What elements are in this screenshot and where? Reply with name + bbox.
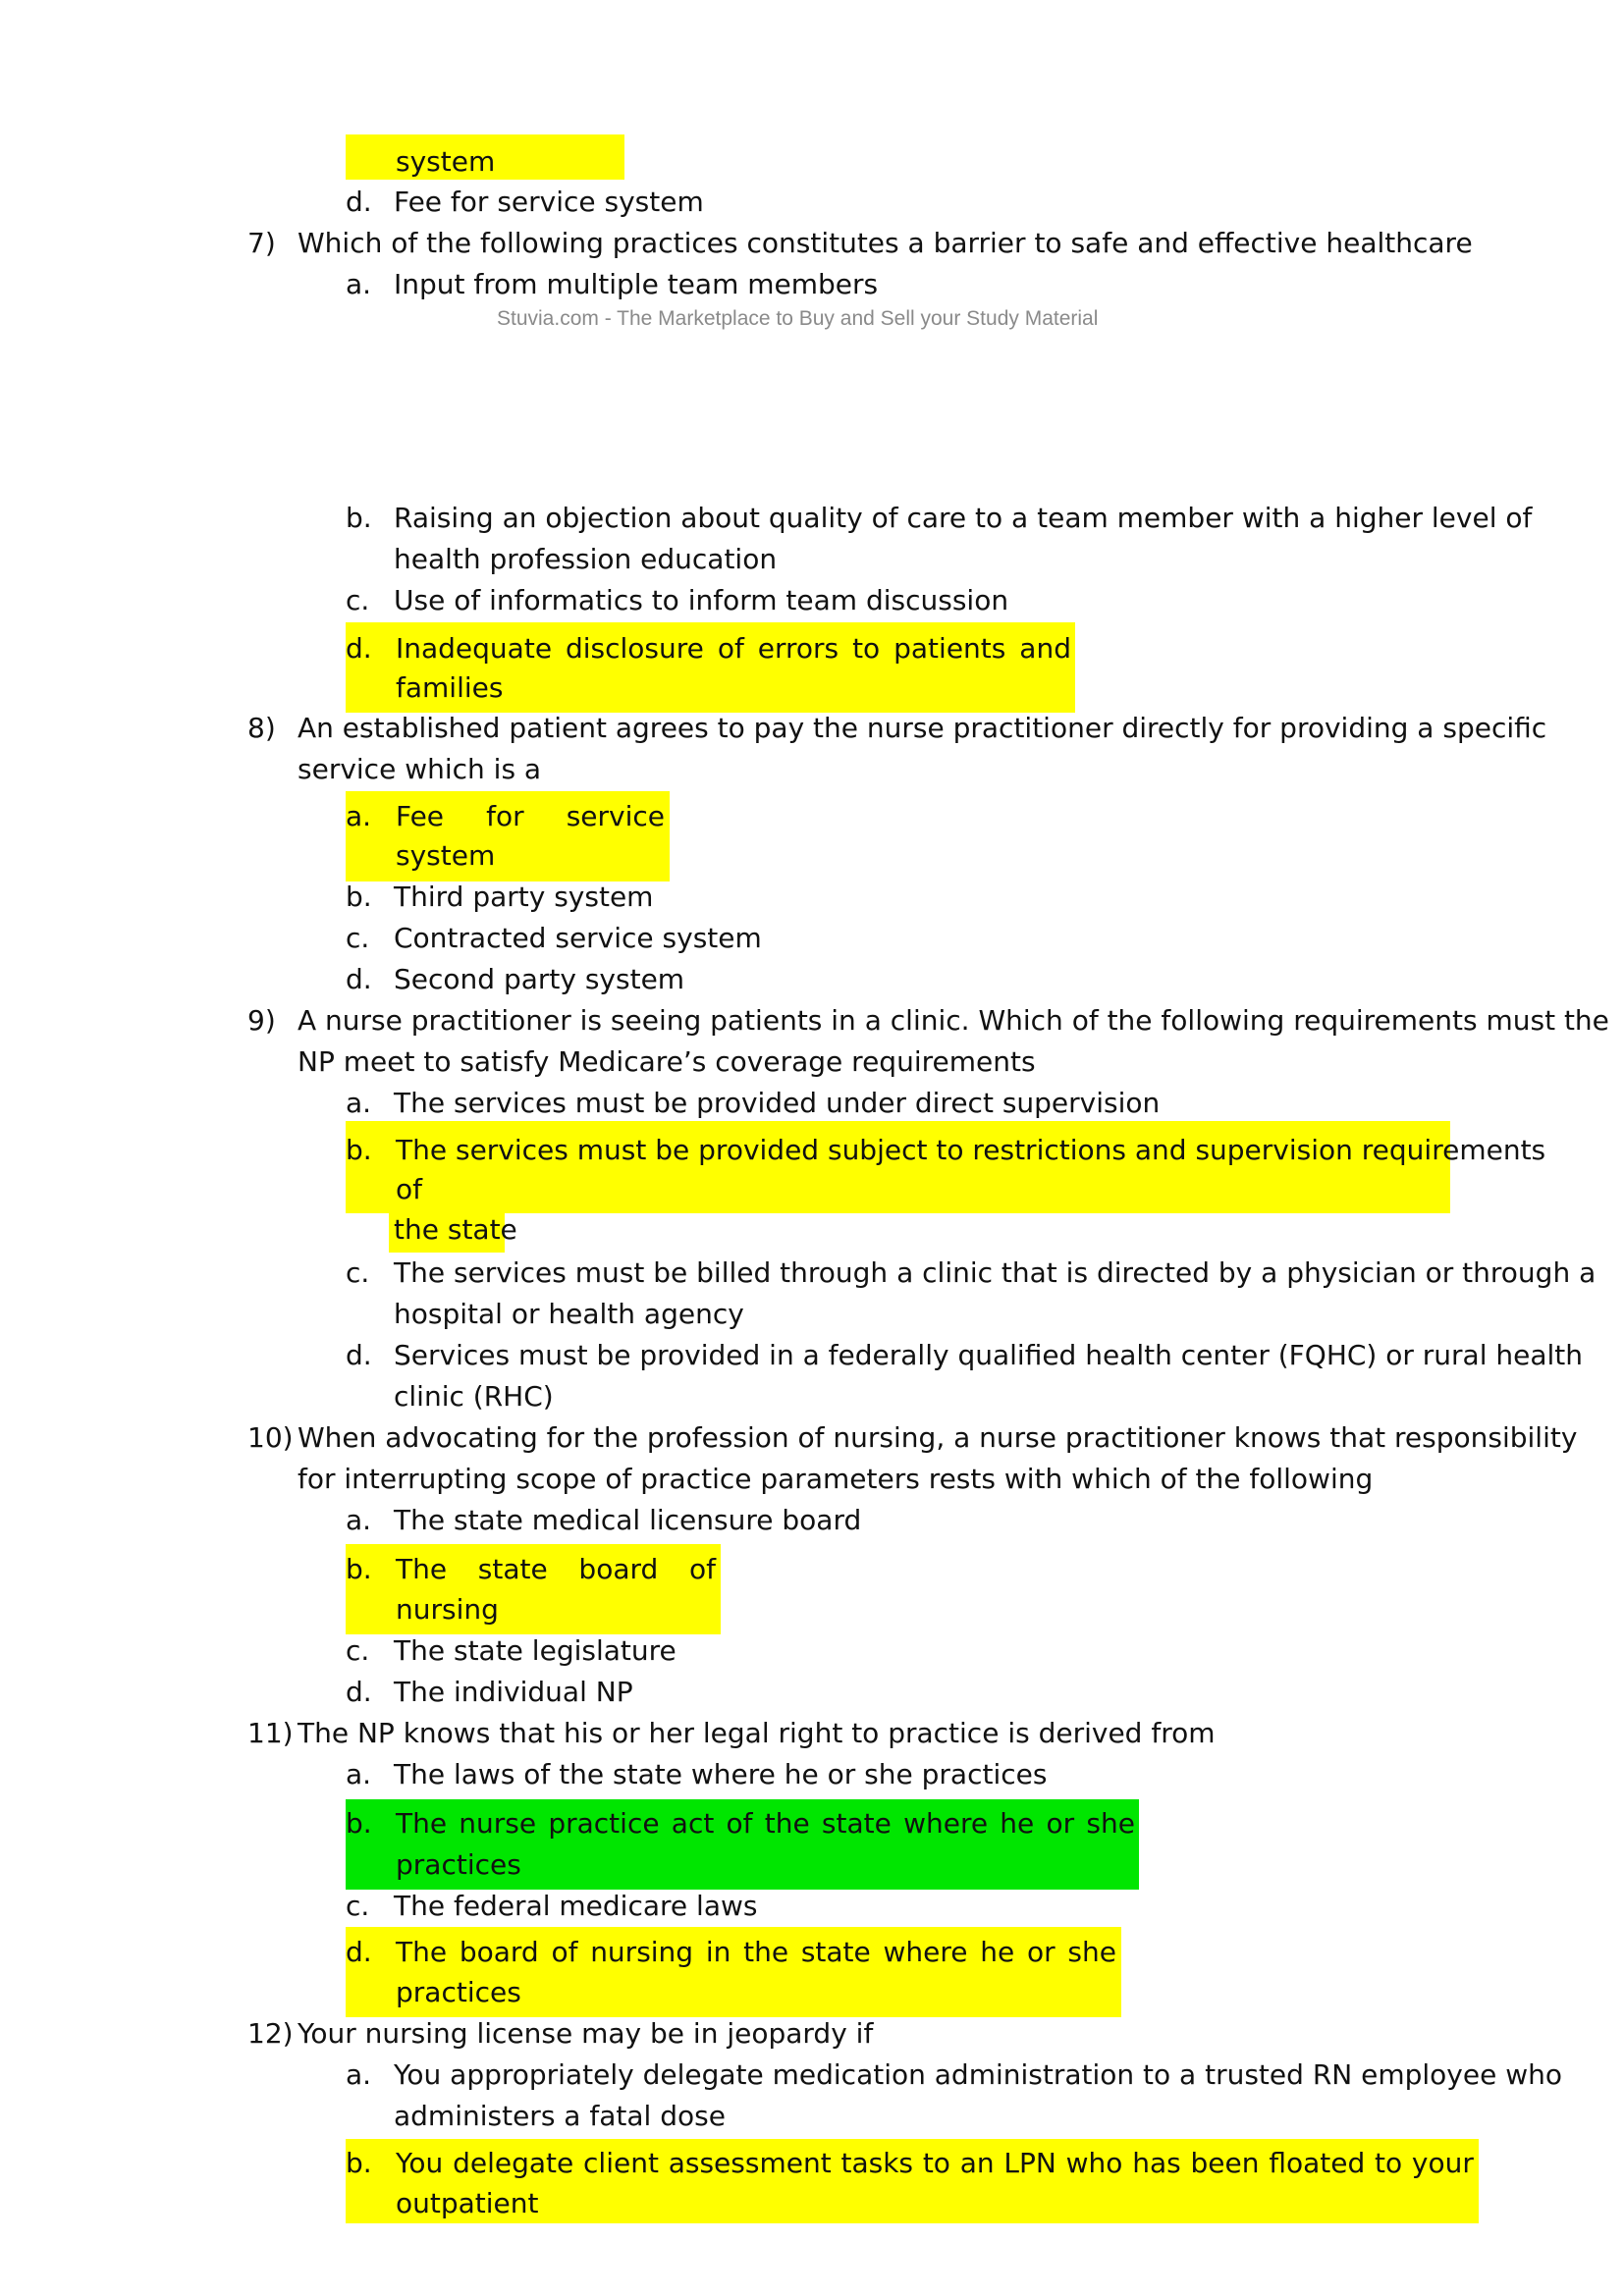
q11-option-c-letter: c.: [346, 1890, 370, 1922]
q7-question: Which of the following practices constitutes a barrier to safe and effective healthcare: [298, 227, 1473, 259]
q11-option-b-letter: b.: [346, 1807, 372, 1840]
q11-option-c-text: The federal medicare laws: [394, 1890, 758, 1922]
q10-question-line1: When advocating for the profession of nursing, a nurse practitioner knows that responsibility: [298, 1421, 1578, 1454]
q12-question: Your nursing license may be in jeopardy if: [298, 2017, 874, 2050]
q12-option-b-letter: b.: [346, 2147, 372, 2179]
watermark: Stuvia.com - The Marketplace to Buy and Sell your Study Material: [497, 307, 1099, 330]
q11-option-b-line1: The nurse practice act of the state where he or she: [396, 1807, 1135, 1840]
q10-option-c-letter: c.: [346, 1634, 370, 1667]
q9-option-a-letter: a.: [346, 1087, 372, 1119]
q10-option-c-text: The state legislature: [394, 1634, 677, 1667]
q11-number: 11): [247, 1717, 294, 1749]
q8-option-b-letter: b.: [346, 881, 372, 913]
q9-option-b-line1: The services must be provided subject to restrictions and supervision requirements: [396, 1134, 1546, 1166]
q8-option-a-line2: system: [396, 839, 496, 872]
q10-option-b-line1: The state board of: [396, 1553, 716, 1585]
q9-option-a-text: The services must be provided under direct supervision: [394, 1087, 1161, 1119]
q8-question-line1: An established patient agrees to pay the nurse practitioner directly for providing a specific: [298, 712, 1547, 744]
q9-option-d-line2: clinic (RHC): [394, 1380, 554, 1413]
q11-option-d-line2: practices: [396, 1976, 521, 2008]
q6-option-d-letter: d.: [346, 186, 372, 218]
q12-option-a-line2: administers a fatal dose: [394, 2100, 726, 2132]
q9-option-d-line1: Services must be provided in a federally qualified health center (FQHC) or rural health: [394, 1339, 1584, 1371]
q7-option-a-letter: a.: [346, 268, 372, 300]
q7-option-a-text: Input from multiple team members: [394, 268, 879, 300]
q11-option-b-line2: practices: [396, 1848, 521, 1881]
q11-option-a-text: The laws of the state where he or she practices: [394, 1758, 1048, 1790]
q7-option-d-letter: d.: [346, 632, 372, 665]
q8-number: 8): [247, 712, 276, 744]
q10-option-d-text: The individual NP: [394, 1676, 633, 1708]
q10-option-a-letter: a.: [346, 1504, 372, 1536]
q7-option-b-line1: Raising an objection about quality of care to a team member with a higher level of: [394, 502, 1533, 534]
q9-option-b-line3: the state: [394, 1213, 517, 1246]
q7-option-b-line2: health profession education: [394, 543, 778, 575]
q9-option-b-letter: b.: [346, 1134, 372, 1166]
q7-option-c-letter: c.: [346, 584, 370, 616]
q8-option-c-text: Contracted service system: [394, 922, 762, 954]
q9-question-line2: NP meet to satisfy Medicare’s coverage requirements: [298, 1045, 1036, 1078]
q8-option-a-line1: Fee for service: [396, 800, 665, 832]
q10-option-b-letter: b.: [346, 1553, 372, 1585]
q9-number: 9): [247, 1004, 276, 1037]
q12-option-a-letter: a.: [346, 2058, 372, 2091]
q8-option-b-text: Third party system: [394, 881, 654, 913]
q9-option-c-line1: The services must be billed through a clinic that is directed by a physician or through a: [394, 1256, 1597, 1289]
q6-option-d-text: Fee for service system: [394, 186, 704, 218]
q9-question-line1: A nurse practitioner is seeing patients in a clinic. Which of the following requirements must the: [298, 1004, 1609, 1037]
q8-option-d-letter: d.: [346, 963, 372, 995]
q10-option-d-letter: d.: [346, 1676, 372, 1708]
q10-option-b-line2: nursing: [396, 1593, 499, 1626]
q10-number: 10): [247, 1421, 294, 1454]
q8-option-d-text: Second party system: [394, 963, 685, 995]
q9-option-d-letter: d.: [346, 1339, 372, 1371]
q6-option-c-continuation: system: [396, 145, 496, 178]
q12-option-b-line2: outpatient: [396, 2187, 539, 2219]
q11-option-d-line1: The board of nursing in the state where he or she: [396, 1936, 1116, 1968]
q9-option-c-line2: hospital or health agency: [394, 1298, 744, 1330]
q12-option-b-line1: You delegate client assessment tasks to an LPN who has been floated to your: [396, 2147, 1474, 2179]
q8-option-a-letter: a.: [346, 800, 372, 832]
q7-option-b-letter: b.: [346, 502, 372, 534]
q9-option-b-line2: of: [396, 1173, 422, 1205]
q10-question-line2: for interrupting scope of practice parameters rests with which of the following: [298, 1463, 1374, 1495]
q7-number: 7): [247, 227, 276, 259]
q8-question-line2: service which is a: [298, 753, 542, 785]
q7-option-c-text: Use of informatics to inform team discussion: [394, 584, 1009, 616]
q11-question: The NP knows that his or her legal right to practice is derived from: [298, 1717, 1216, 1749]
q11-option-a-letter: a.: [346, 1758, 372, 1790]
q7-option-d-line1: Inadequate disclosure of errors to patients and: [396, 632, 1071, 665]
q10-option-a-text: The state medical licensure board: [394, 1504, 862, 1536]
q9-option-c-letter: c.: [346, 1256, 370, 1289]
q11-option-d-letter: d.: [346, 1936, 372, 1968]
q7-option-d-line2: families: [396, 671, 504, 704]
q12-number: 12): [247, 2017, 294, 2050]
q12-option-a-line1: You appropriately delegate medication administration to a trusted RN employee who: [394, 2058, 1562, 2091]
q8-option-c-letter: c.: [346, 922, 370, 954]
